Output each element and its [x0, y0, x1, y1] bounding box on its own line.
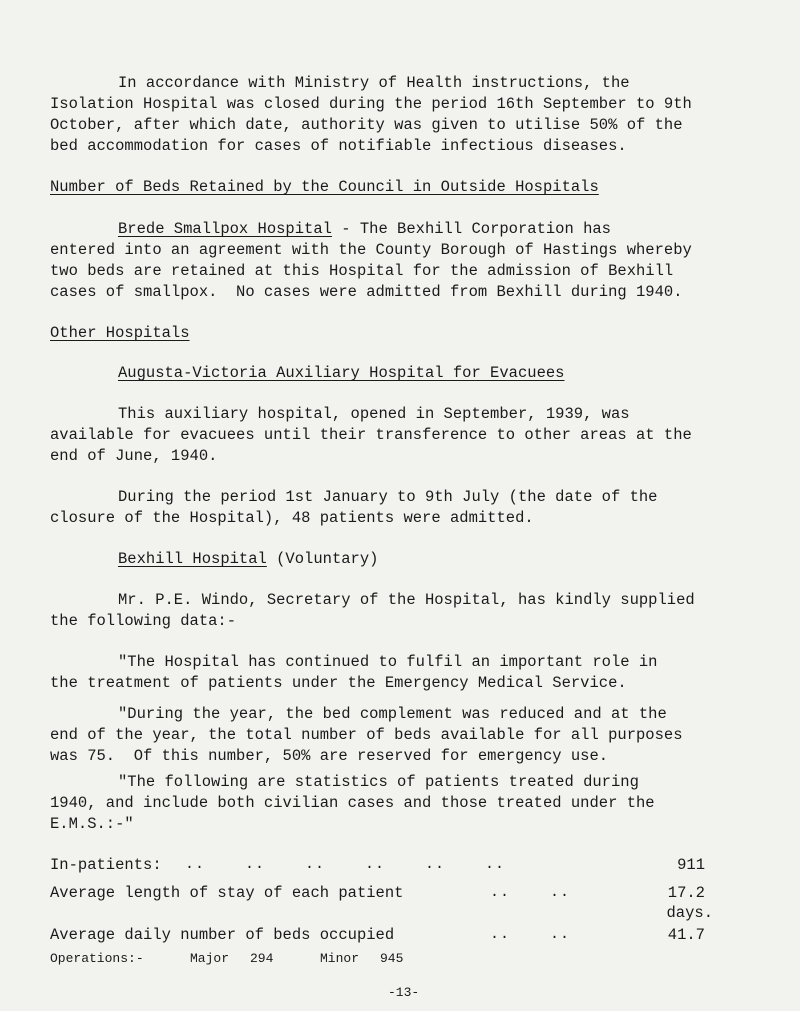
augusta-p1-line-3: end of June, 1940. — [50, 447, 218, 465]
brede-line-1-rest: - The Bexhill Corporation has — [331, 220, 611, 238]
brede-line-3: two beds are retained at this Hospital for the admission of Bexhill — [50, 262, 674, 280]
stat-avg-daily-label: Average daily number of beds occupied — [50, 926, 395, 944]
augusta-title: Augusta-Victoria Auxiliary Hospital for Evacuees — [118, 364, 565, 382]
bexhill-title-rest: (Voluntary) — [266, 550, 379, 568]
bexhill-p3-line-2: end of the year, the total number of beds available for all purposes — [50, 726, 683, 744]
leader-dots: .. .. — [490, 884, 571, 901]
augusta-p2-line-1: During the period 1st January to 9th July (the date of the — [118, 488, 658, 506]
stat-avg-daily-value: 41.7 — [667, 926, 705, 944]
bexhill-p4-line-2: 1940, and include both civilian cases and those treated under the — [50, 794, 655, 812]
intro-line-4: bed accommodation for cases of notifiable infectious diseases. — [50, 137, 627, 155]
stat-in-patients-value: 911 — [677, 856, 705, 874]
stat-avg-stay-value: 17.2 — [667, 884, 705, 902]
brede-title: Brede Smallpox Hospital — [118, 220, 332, 238]
other-hospitals-heading: Other Hospitals — [50, 324, 190, 342]
intro-line-2: Isolation Hospital was closed during the period 16th September to 9th — [50, 95, 692, 113]
stat-in-patients-label: In-patients: — [50, 856, 162, 874]
stat-minor-value: 945 — [380, 951, 404, 966]
augusta-p1-line-1: This auxiliary hospital, opened in September, 1939, was — [118, 405, 630, 423]
bexhill-p2-line-2: the treatment of patients under the Emergency Medical Service. — [50, 674, 627, 692]
bexhill-p4-line-3: E.M.S.:-" — [50, 815, 134, 833]
stat-major-value: 294 — [250, 951, 274, 966]
augusta-p2-line-2: closure of the Hospital), 48 patients were admitted. — [50, 509, 534, 527]
page-number: -13- — [388, 985, 420, 1000]
stat-operations-label: Operations:- — [50, 951, 144, 966]
augusta-p1-line-2: available for evacuees until their transference to other areas at the — [50, 426, 692, 444]
bexhill-p4-line-1: "The following are statistics of patients treated during — [118, 773, 639, 791]
brede-line-2: entered into an agreement with the County Borough of Hastings whereby — [50, 241, 692, 259]
leader-dots: .. .. .. .. .. .. — [185, 856, 506, 873]
leader-dots: .. .. — [490, 926, 571, 943]
intro-line-3: October, after which date, authority was given to utilise 50% of the — [50, 116, 683, 134]
stat-minor-label: Minor — [320, 951, 360, 966]
stat-avg-stay-label: Average length of stay of each patient — [50, 884, 404, 902]
bexhill-p2-line-1: "The Hospital has continued to fulfil an important role in — [118, 653, 658, 671]
stat-avg-stay-unit: days. — [666, 904, 713, 922]
intro-line-1: In accordance with Ministry of Health instructions, the — [118, 74, 630, 92]
bexhill-p3-line-3: was 75. Of this number, 50% are reserved for emergency use. — [50, 747, 609, 765]
bexhill-p1-line-2: the following data:- — [50, 612, 237, 630]
beds-heading: Number of Beds Retained by the Council in Outside Hospitals — [50, 178, 599, 196]
brede-line-4: cases of smallpox. No cases were admitted from Bexhill during 1940. — [50, 283, 683, 301]
bexhill-p3-line-1: "During the year, the bed complement was reduced and at the — [118, 705, 667, 723]
bexhill-p1-line-1: Mr. P.E. Windo, Secretary of the Hospital, has kindly supplied — [118, 591, 695, 609]
stat-major-label: Major — [190, 951, 230, 966]
bexhill-title: Bexhill Hospital — [118, 550, 267, 568]
